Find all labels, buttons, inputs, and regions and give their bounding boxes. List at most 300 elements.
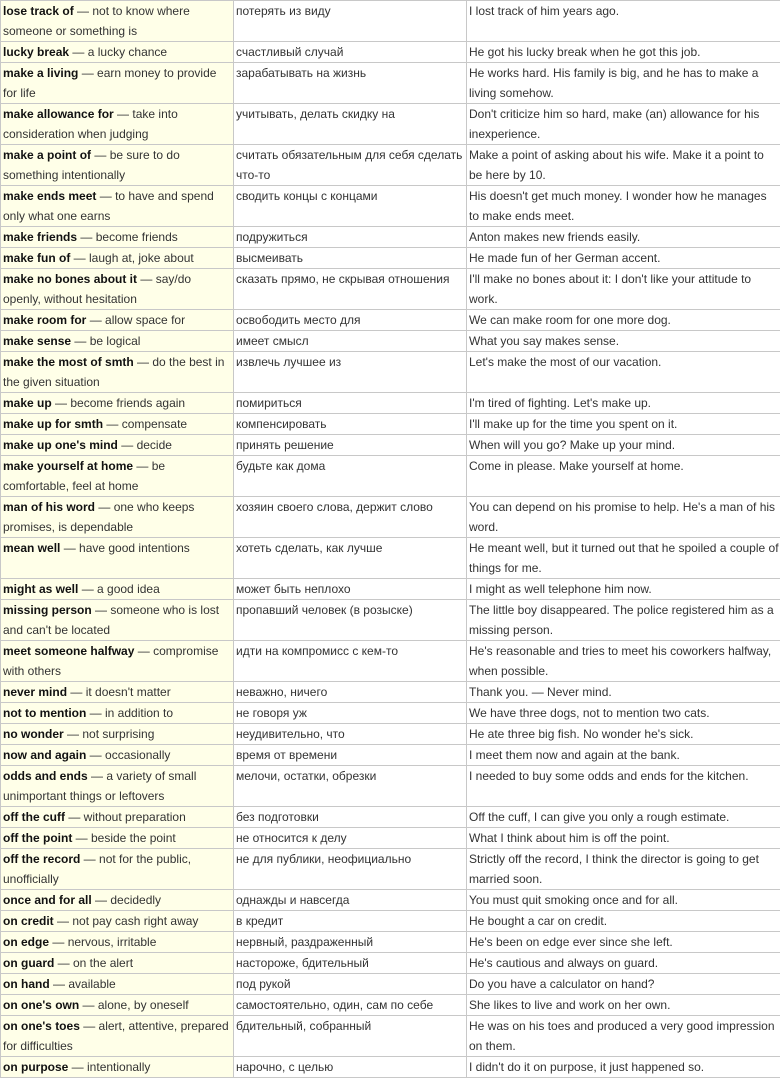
table-row xyxy=(1,807,780,828)
example-sentence: He made fun of her German accent. xyxy=(469,251,661,265)
translation-cell xyxy=(234,766,467,807)
example-sentence: He bought a car on credit. xyxy=(469,914,608,928)
idiom-definition: not to know where someone or something is xyxy=(3,4,190,38)
dash-separator: — xyxy=(86,706,105,720)
dash-separator: — xyxy=(78,582,98,596)
example-sentence: You must quit smoking once and for all. xyxy=(469,893,679,907)
russian-translation: считать обязательным для себя сделать что-то xyxy=(236,148,463,182)
example-sentence: I might as well telephone him now. xyxy=(469,582,652,596)
table-row xyxy=(1,682,780,703)
term-cell xyxy=(1,186,234,227)
idiom-definition: become friends xyxy=(95,230,178,244)
russian-translation: может быть неплохо xyxy=(236,582,351,596)
example-cell xyxy=(467,1,780,42)
idiom-term: might as well xyxy=(3,582,79,596)
dash-separator: — xyxy=(80,852,100,866)
term-cell xyxy=(1,828,234,849)
table-row xyxy=(1,310,780,331)
idiom-term: make room for xyxy=(3,313,87,327)
dash-separator: — xyxy=(70,251,90,265)
table-row xyxy=(1,890,780,911)
table-row xyxy=(1,766,780,807)
translation-cell xyxy=(234,269,467,310)
term-cell xyxy=(1,745,234,766)
example-cell xyxy=(467,227,780,248)
russian-translation: без подготовки xyxy=(236,810,319,824)
idiom-definition: in addition to xyxy=(105,706,174,720)
term-cell xyxy=(1,269,234,310)
translation-cell xyxy=(234,579,467,600)
table-row xyxy=(1,953,780,974)
dash-separator: — xyxy=(63,727,83,741)
russian-translation: высмеивать xyxy=(236,251,304,265)
dash-separator: — xyxy=(77,230,96,244)
idiom-definition: someone who is lost and can't be located xyxy=(3,603,220,637)
term-cell xyxy=(1,579,234,600)
russian-translation: компенсировать xyxy=(236,417,327,431)
russian-translation: хозяин своего слова, держит слово xyxy=(236,500,433,514)
example-cell xyxy=(467,538,780,579)
idiom-term: on hand xyxy=(3,977,50,991)
example-cell xyxy=(467,269,780,310)
dash-separator: — xyxy=(51,396,71,410)
idiom-definition: not pay cash right away xyxy=(72,914,199,928)
term-cell xyxy=(1,807,234,828)
idiom-term: make up one's mind xyxy=(3,438,118,452)
example-cell xyxy=(467,435,780,456)
example-sentence: Come in please. Make yourself at home. xyxy=(469,459,684,473)
table-row xyxy=(1,703,780,724)
example-sentence: He's reasonable and tries to meet his coworkers halfway, when possible. xyxy=(469,644,772,678)
russian-translation: настороже, бдительный xyxy=(236,956,369,970)
translation-cell xyxy=(234,1016,467,1057)
term-cell xyxy=(1,393,234,414)
example-sentence: He's cautious and always on guard. xyxy=(469,956,659,970)
table-row xyxy=(1,456,780,497)
translation-cell xyxy=(234,227,467,248)
dash-separator: — xyxy=(95,500,114,514)
table-row xyxy=(1,745,780,766)
example-sentence: She likes to live and work on her own. xyxy=(469,998,671,1012)
dash-separator: — xyxy=(72,831,91,845)
idiom-term: never mind xyxy=(3,685,68,699)
table-row xyxy=(1,331,780,352)
idiom-term: on one's toes xyxy=(3,1019,80,1033)
dash-separator: — xyxy=(87,769,107,783)
term-cell xyxy=(1,456,234,497)
term-cell xyxy=(1,974,234,995)
term-cell xyxy=(1,352,234,393)
term-cell xyxy=(1,414,234,435)
example-cell xyxy=(467,600,780,641)
idiom-term: meet someone halfway xyxy=(3,644,135,658)
example-sentence: You can depend on his promise to help. He's a man of his word. xyxy=(469,500,776,534)
example-cell xyxy=(467,456,780,497)
example-cell xyxy=(467,310,780,331)
idiom-term: no wonder xyxy=(3,727,64,741)
example-sentence: His doesn't get much money. I wonder how he manages to make ends meet. xyxy=(469,189,767,223)
example-cell xyxy=(467,42,780,63)
idiom-term: make up xyxy=(3,396,52,410)
translation-cell xyxy=(234,890,467,911)
idiom-term: make allowance for xyxy=(3,107,114,121)
translation-cell xyxy=(234,911,467,932)
dash-separator: — xyxy=(133,355,153,369)
example-cell xyxy=(467,186,780,227)
idiom-definition: available xyxy=(68,977,116,991)
table-row xyxy=(1,828,780,849)
idiom-term: on guard xyxy=(3,956,55,970)
russian-translation: самостоятельно, один, сам по себе xyxy=(236,998,434,1012)
russian-translation: хотеть сделать, как лучше xyxy=(236,541,383,555)
translation-cell xyxy=(234,703,467,724)
idiom-term: missing person xyxy=(3,603,92,617)
dash-separator: — xyxy=(134,644,154,658)
idiom-definition: say/do openly, without hesitation xyxy=(3,272,192,306)
example-cell xyxy=(467,248,780,269)
translation-cell xyxy=(234,310,467,331)
term-cell xyxy=(1,538,234,579)
translation-cell xyxy=(234,828,467,849)
term-cell xyxy=(1,145,234,186)
term-cell xyxy=(1,849,234,890)
russian-translation: не для публики, неофициально xyxy=(236,852,412,866)
russian-translation: нарочно, с целью xyxy=(236,1060,334,1074)
russian-translation: однажды и навсегда xyxy=(236,893,350,907)
example-cell xyxy=(467,724,780,745)
table-row xyxy=(1,932,780,953)
example-cell xyxy=(467,1016,780,1057)
idiom-term: make a point of xyxy=(3,148,92,162)
idiom-term: not to mention xyxy=(3,706,87,720)
idiom-term: lucky break xyxy=(3,45,70,59)
idiom-term: make fun of xyxy=(3,251,71,265)
example-cell xyxy=(467,974,780,995)
example-cell xyxy=(467,745,780,766)
idiom-definition: intentionally xyxy=(87,1060,151,1074)
table-row xyxy=(1,1016,780,1057)
russian-translation: мелочи, остатки, обрезки xyxy=(236,769,377,783)
translation-cell xyxy=(234,745,467,766)
dash-separator: — xyxy=(73,4,93,18)
idiom-definition: without preparation xyxy=(83,810,186,824)
example-cell xyxy=(467,63,780,104)
dash-separator: — xyxy=(79,998,98,1012)
dash-separator: — xyxy=(67,685,86,699)
term-cell xyxy=(1,703,234,724)
dash-separator: — xyxy=(91,893,111,907)
translation-cell xyxy=(234,724,467,745)
term-cell xyxy=(1,682,234,703)
dash-separator: — xyxy=(68,1060,88,1074)
dash-separator: — xyxy=(71,334,90,348)
example-cell xyxy=(467,807,780,828)
example-cell xyxy=(467,145,780,186)
example-sentence: I didn't do it on purpose, it just happened so. xyxy=(469,1060,705,1074)
idiom-definition: earn money to provide for life xyxy=(3,66,217,100)
term-cell xyxy=(1,953,234,974)
dash-separator: — xyxy=(49,935,68,949)
russian-translation: имеет смысл xyxy=(236,334,309,348)
russian-translation: помириться xyxy=(236,396,302,410)
translation-cell xyxy=(234,456,467,497)
idiom-definition: not surprising xyxy=(82,727,155,741)
idiom-definition: a lucky chance xyxy=(87,45,168,59)
idiom-definition: be logical xyxy=(89,334,141,348)
translation-cell xyxy=(234,974,467,995)
translation-cell xyxy=(234,104,467,145)
idiom-definition: a good idea xyxy=(97,582,160,596)
idiom-term: once and for all xyxy=(3,893,92,907)
term-cell xyxy=(1,890,234,911)
example-sentence: What you say makes sense. xyxy=(469,334,620,348)
idiom-definition: do the best in the given situation xyxy=(3,355,225,389)
idiom-definition: a variety of small unimportant things or leftovers xyxy=(3,769,197,803)
example-cell xyxy=(467,828,780,849)
dash-separator: — xyxy=(86,313,106,327)
translation-cell xyxy=(234,995,467,1016)
translation-cell xyxy=(234,331,467,352)
example-sentence: What I think about him is off the point. xyxy=(469,831,670,845)
example-cell xyxy=(467,393,780,414)
idiom-definition: compensate xyxy=(121,417,188,431)
russian-translation: идти на компромисс с кем-то xyxy=(236,644,398,658)
table-row xyxy=(1,974,780,995)
term-cell xyxy=(1,435,234,456)
idiom-term: now and again xyxy=(3,748,87,762)
example-sentence: Make a point of asking about his wife. Make it a point to be here by 10. xyxy=(469,148,764,182)
example-sentence: Anton makes new friends easily. xyxy=(469,230,641,244)
example-cell xyxy=(467,911,780,932)
term-cell xyxy=(1,932,234,953)
example-sentence: I'll make no bones about it: I don't like your attitude to work. xyxy=(469,272,752,306)
idiom-definition: decide xyxy=(136,438,172,452)
table-row xyxy=(1,724,780,745)
example-sentence: He meant well, but it turned out that he spoiled a couple of things for me. xyxy=(469,541,779,575)
translation-cell xyxy=(234,807,467,828)
translation-cell xyxy=(234,186,467,227)
term-cell xyxy=(1,1,234,42)
idioms-table-body xyxy=(1,1,780,1078)
term-cell xyxy=(1,911,234,932)
translation-cell xyxy=(234,600,467,641)
russian-translation: извлечь лучшее из xyxy=(236,355,342,369)
table-row xyxy=(1,414,780,435)
russian-translation: сводить концы с концами xyxy=(236,189,378,203)
example-sentence: Thank you. — Never mind. xyxy=(469,685,612,699)
idiom-term: mean well xyxy=(3,541,61,555)
term-cell xyxy=(1,995,234,1016)
example-cell xyxy=(467,352,780,393)
translation-cell xyxy=(234,42,467,63)
term-cell xyxy=(1,600,234,641)
russian-translation: в кредит xyxy=(236,914,284,928)
translation-cell xyxy=(234,145,467,186)
idiom-term: on credit xyxy=(3,914,54,928)
table-row xyxy=(1,104,780,145)
idiom-definition: to have and spend only what one earns xyxy=(3,189,214,223)
example-sentence: I'll make up for the time you spent on it. xyxy=(469,417,678,431)
example-sentence: He's been on edge ever since she left. xyxy=(469,935,673,949)
table-row xyxy=(1,227,780,248)
idiom-term: make sense xyxy=(3,334,72,348)
idiom-term: odds and ends xyxy=(3,769,88,783)
term-cell xyxy=(1,641,234,682)
example-cell xyxy=(467,104,780,145)
example-cell xyxy=(467,1057,780,1078)
example-cell xyxy=(467,849,780,890)
example-sentence: Off the cuff, I can give you only a rough estimate. xyxy=(469,810,730,824)
table-row xyxy=(1,435,780,456)
idiom-definition: alone, by oneself xyxy=(97,998,189,1012)
idiom-term: off the cuff xyxy=(3,810,65,824)
idiom-term: make ends meet xyxy=(3,189,97,203)
idiom-term: lose track of xyxy=(3,4,74,18)
table-row xyxy=(1,849,780,890)
idiom-term: make yourself at home xyxy=(3,459,134,473)
translation-cell xyxy=(234,953,467,974)
russian-translation: под рукой xyxy=(236,977,291,991)
term-cell xyxy=(1,724,234,745)
dash-separator: — xyxy=(69,45,88,59)
idiom-term: make no bones about it xyxy=(3,272,138,286)
russian-translation: нервный, раздраженный xyxy=(236,935,374,949)
russian-translation: бдительный, собранный xyxy=(236,1019,372,1033)
russian-translation: не относится к делу xyxy=(236,831,347,845)
idiom-definition: be comfortable, feel at home xyxy=(3,459,166,493)
table-row xyxy=(1,186,780,227)
dash-separator: — xyxy=(78,66,98,80)
translation-cell xyxy=(234,63,467,104)
translation-cell xyxy=(234,248,467,269)
translation-cell xyxy=(234,849,467,890)
table-row xyxy=(1,248,780,269)
example-cell xyxy=(467,932,780,953)
idiom-term: make up for smth xyxy=(3,417,104,431)
idiom-term: off the record xyxy=(3,852,81,866)
idiom-definition: decidedly xyxy=(110,893,162,907)
russian-translation: неудивительно, что xyxy=(236,727,345,741)
translation-cell xyxy=(234,682,467,703)
russian-translation: потерять из виду xyxy=(236,4,331,18)
example-cell xyxy=(467,703,780,724)
russian-translation: время от времени xyxy=(236,748,338,762)
dash-separator: — xyxy=(91,148,110,162)
example-cell xyxy=(467,331,780,352)
idiom-term: off the point xyxy=(3,831,73,845)
table-row xyxy=(1,600,780,641)
russian-translation: освободить место для xyxy=(236,313,361,327)
term-cell xyxy=(1,42,234,63)
idiom-term: on purpose xyxy=(3,1060,69,1074)
translation-cell xyxy=(234,932,467,953)
example-cell xyxy=(467,579,780,600)
term-cell xyxy=(1,1057,234,1078)
idiom-term: man of his word xyxy=(3,500,96,514)
example-cell xyxy=(467,953,780,974)
translation-cell xyxy=(234,352,467,393)
table-row xyxy=(1,352,780,393)
russian-translation: подружиться xyxy=(236,230,308,244)
term-cell xyxy=(1,766,234,807)
term-cell xyxy=(1,331,234,352)
translation-cell xyxy=(234,414,467,435)
example-sentence: Let's make the most of our vacation. xyxy=(469,355,662,369)
russian-translation: счастливый случай xyxy=(236,45,344,59)
dash-separator: — xyxy=(137,272,156,286)
example-sentence: I'm tired of fighting. Let's make up. xyxy=(469,396,652,410)
idiom-definition: be sure to do something intentionally xyxy=(3,148,180,182)
idiom-definition: have good intentions xyxy=(79,541,190,555)
idiom-definition: occasionally xyxy=(105,748,171,762)
example-sentence: We can make room for one more dog. xyxy=(469,313,671,327)
translation-cell xyxy=(234,1,467,42)
table-row xyxy=(1,538,780,579)
idiom-definition: not for the public, unofficially xyxy=(3,852,192,886)
idiom-definition: allow space for xyxy=(105,313,186,327)
example-cell xyxy=(467,766,780,807)
translation-cell xyxy=(234,1057,467,1078)
example-cell xyxy=(467,995,780,1016)
dash-separator: — xyxy=(65,810,84,824)
dash-separator: — xyxy=(113,107,133,121)
example-sentence: He was on his toes and produced a very good impression on them. xyxy=(469,1019,775,1053)
idiom-definition: beside the point xyxy=(90,831,176,845)
idiom-definition: alert, attentive, prepared for difficulties xyxy=(3,1019,229,1053)
dash-separator: — xyxy=(117,438,137,452)
idiom-definition: nervous, irritable xyxy=(67,935,157,949)
idiom-definition: laugh at, joke about xyxy=(89,251,194,265)
dash-separator: — xyxy=(79,1019,99,1033)
idiom-definition: it doesn't matter xyxy=(85,685,171,699)
idiom-definition: take into consideration when judging xyxy=(3,107,178,141)
translation-cell xyxy=(234,435,467,456)
idiom-definition: one who keeps promises, is dependable xyxy=(3,500,195,534)
example-cell xyxy=(467,414,780,435)
term-cell xyxy=(1,1016,234,1057)
idiom-term: make friends xyxy=(3,230,78,244)
term-cell xyxy=(1,497,234,538)
table-row xyxy=(1,42,780,63)
term-cell xyxy=(1,248,234,269)
example-cell xyxy=(467,890,780,911)
example-sentence: He ate three big fish. No wonder he's sick. xyxy=(469,727,694,741)
dash-separator: — xyxy=(133,459,152,473)
dash-separator: — xyxy=(53,914,73,928)
table-row xyxy=(1,995,780,1016)
table-row xyxy=(1,269,780,310)
example-cell xyxy=(467,497,780,538)
idiom-term: on one's own xyxy=(3,998,80,1012)
dash-separator: — xyxy=(86,748,106,762)
idiom-term: on edge xyxy=(3,935,50,949)
table-row xyxy=(1,497,780,538)
table-row xyxy=(1,579,780,600)
term-cell xyxy=(1,227,234,248)
russian-translation: неважно, ничего xyxy=(236,685,328,699)
dash-separator: — xyxy=(96,189,116,203)
dash-separator: — xyxy=(54,956,73,970)
dash-separator: — xyxy=(91,603,111,617)
example-sentence: We have three dogs, not to mention two cats. xyxy=(469,706,710,720)
russian-translation: не говоря уж xyxy=(236,706,307,720)
term-cell xyxy=(1,63,234,104)
table-row xyxy=(1,641,780,682)
russian-translation: пропавший человек (в розыске) xyxy=(236,603,413,617)
example-cell xyxy=(467,682,780,703)
example-sentence: Don't criticize him so hard, make (an) allowance for his inexperience. xyxy=(469,107,760,141)
example-cell xyxy=(467,641,780,682)
